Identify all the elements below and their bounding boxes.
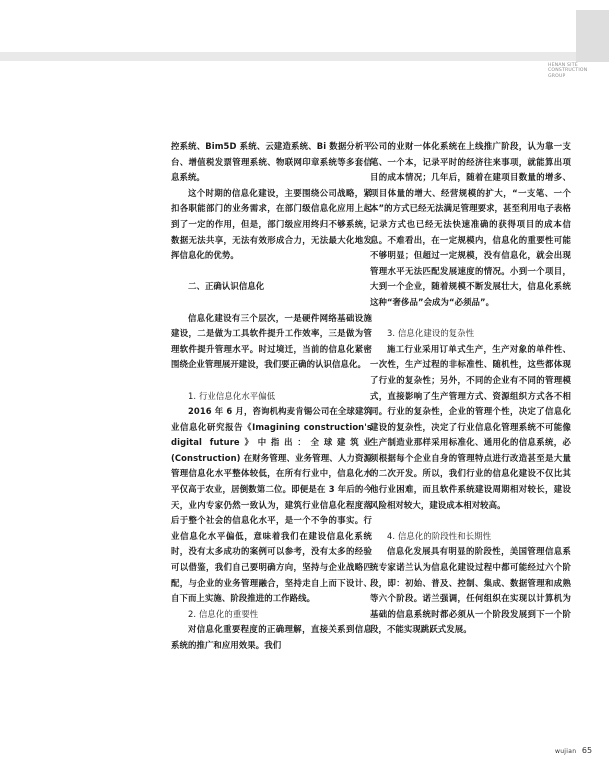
page-footer — [555, 746, 592, 755]
header-band — [0, 52, 609, 61]
right-text-column — [370, 139, 571, 638]
left-text-column — [171, 139, 372, 654]
spacer — [171, 264, 372, 280]
paragraph: 信息化发展具有明显的阶段性，美国管理信息系统专家诺兰认为信息化建设过程中都可能经过六个阶段，即：初始、普及、控制、集成、数据管理和成熟等六个阶段。诺兰强调，任何组织在实现以计算机为基础的信息系统时都必须从一个阶段发展到下一个阶段，不能实现跳跃式发展。 — [370, 546, 571, 635]
subsection-heading: 1. 行业信息化水平偏低 — [188, 390, 276, 401]
header-corner-block — [576, 10, 609, 62]
paragraph: 对信息化重要程度的正确理解，直接关系到信息系统的推广和应用效果。我们 — [171, 624, 372, 650]
brand-line: CONSTRUCTION — [548, 68, 588, 74]
paragraph: 施工行业采用订单式生产，生产对象的单件性、一次性，生产过程的非标准性、随机性，这些都体现了行业的复杂性；另外，不同的企业有不同的管理模式，直接影响了生产管理方式、资源组织方式各不相同。行业的复杂性，企业的管理个性，决定了信息化建设的复杂性，决定了行业信息化管理系统不可能像生产制造业那样采用标准化、通用化的信息系统，必须根据每个企业自身的管理特点进行改造甚至是大量的二次开发。所以，我们行业的信息化建设不仅比其他行业困难，而且软件系统建设周期相对较长，建设风险相对较大，建设成本相对较高。 — [370, 343, 571, 510]
spacer — [171, 373, 372, 389]
section-heading: 二、正确认识信息化 — [188, 281, 265, 292]
subsection-heading: 4. 信息化的阶段性和长期性 — [387, 530, 492, 541]
page-number: 65 — [581, 746, 593, 755]
paragraph: 控系统、Bim5D 系统、云建造系统、Bi 数据分析平台、增值税发票管理系统、物联网印章系统等多套信息系统。 — [171, 141, 372, 183]
brand-line: GROUP — [548, 73, 566, 79]
spacer — [370, 311, 571, 327]
paragraph: 这个时期的信息化建设，主要围绕公司战略，紧扣各职能部门的业务需求，在部门级信息化应用上起到了一定的作用，但是，部门级应用终归不够系统，数据无法共享，无法有效形成合力，无法最大化地发挥信息化的优势。 — [171, 187, 372, 261]
spacer — [370, 513, 571, 529]
subsection-heading: 2. 信息化的重要性 — [188, 608, 259, 619]
paragraph: 公司的业财一体化系统在上线推广阶段，认为靠一支笔、一个本，记录平时的经济往来事项，就能算出项目的成本情况；几年后，随着在建项目数量的增多、项目体量的增大、经营规模的扩大，“一支笔、一个本”的方式已经无法满足管理要求，甚至利用电子表格记录方式也已经无法快速准确的获得项目的成本信息。不难看出，在一定规模内，信息化的重要性可能不够明显；但超过一定规模，没有信息化，就会出现管理水平无法匹配发展速度的情况。小到一个项目，大到一个企业，随着规模不断发展壮大，信息化系统这种“奢侈品”会成为“必须品”。 — [370, 141, 571, 307]
spacer — [171, 295, 372, 311]
top-blank-area — [0, 0, 609, 52]
subsection-heading: 3. 信息化建设的复杂性 — [387, 328, 475, 339]
paragraph: 信息化建设有三个层次，一是硬件网络基础设施建设，二是做为工具软件提升工作效率，三是做为管理软件提升管理水平。时过境迁，当前的信息化紧密围绕企业管理展开建设，我们要正确的认识信息化。 — [171, 312, 372, 370]
brand-logo-text — [548, 63, 604, 79]
magazine-name: wujian — [555, 748, 577, 755]
paragraph: 2016 年 6 月，咨询机构麦肯锡公司在全球建筑业信息化研究报告《Imagining construction's digital future》中指出：全球建筑业 (Construction) 在财务管理、业务管理、人力资源管理信息化水平整体较低，在所有行业中，信息化水平仅高于农业，居倒数第二位。即便是在 3 年后的今天，业内专家仍然一致认为，建筑行业信息化程度落后于整个社会的信息化水平，是一个不争的事实。行业信息化水平偏低，意味着我们在建设信息化系统时，没有太多成功的案例可以参考，没有太多的经验可以借鉴，我们自己要明确方向，坚持与企业战略匹配，与企业的业务管理融合，坚持走自上而下设计、自下而上实施、阶段推进的工作路线。 — [171, 406, 372, 604]
brand-line: HENAN SITE — [548, 63, 578, 68]
